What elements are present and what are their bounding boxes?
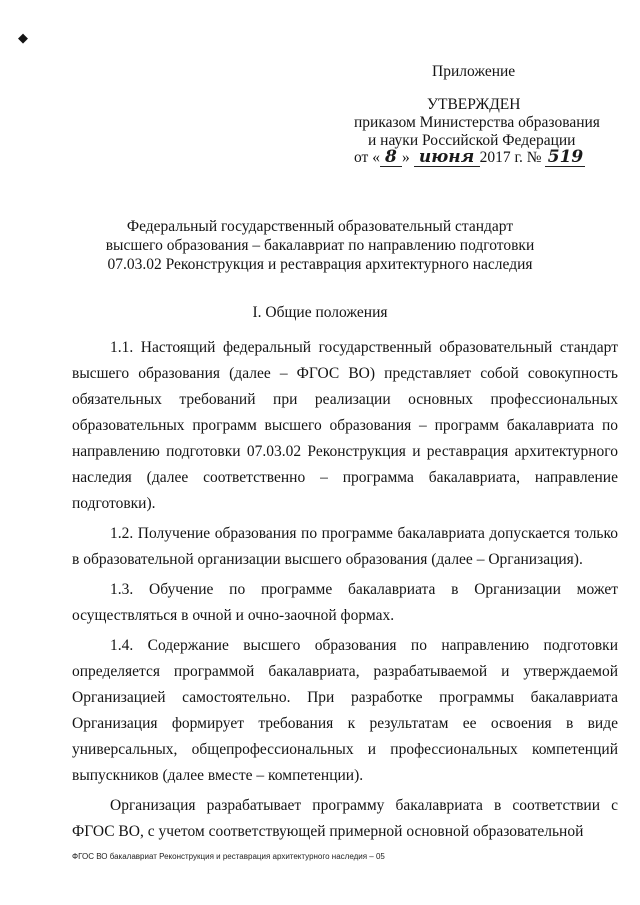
title-line-2: высшего образования – бакалавриат по направлению подготовки [105,237,535,254]
paragraph-1-3: 1.3. Обучение по программе бакалавриата в Организации может осуществляться в очной и очно-заочной формах. [72,581,618,624]
paragraph-1-4: 1.4. Содержание высшего образования по направлению подготовки определяется программой бакалавриата, разрабатываемой и утверждаемой Организацией самостоятельно. При разработке программы бакалавриата Организация формирует требования к результатам ее освоения в виде универсальных, общепрофессиональных и профессиональных компетенций выпускников (далее вместе – компетенции). [72,637,618,784]
paragraph-1-4-cont: Организация разрабатывает программу бакалавриата в соответствии с ФГОС ВО, с учетом соответствующей примерной основной образовательной [72,797,618,840]
date-year: 2017 г. № [479,149,542,166]
approved-label: УТВЕРЖДЕН [427,96,521,113]
document-title [40,217,600,274]
date-prefix: от « [354,149,380,166]
date-mid: » [401,149,410,166]
paragraph-1-1: 1.1. Настоящий федеральный государственный образовательный стандарт высшего образования (далее – ФГОС ВО) представляет собой совокупность обязательных требований при реализации основных профессиональных образовательных программ высшего образования – программ бакалавриата по направлению подготовки 07.03.02 Реконструкция и реставрация архитектурного наследия (далее соответственно – программа бакалавриата, направление подготовки). [72,339,618,512]
order-number: 519 [545,148,585,167]
title-line-1: Федеральный государственный образовательный стандарт [126,218,514,235]
date-day: 8 [380,148,402,167]
page-footer: ФГОС ВО бакалавриат Реконструкция и реставрация архитектурного наследия – 05 [72,852,385,861]
paragraph-1-2: 1.2. Получение образования по программе бакалавриата допускается только в образовательной организации высшего образования (далее – Организация). [72,525,618,568]
order-date-line [354,148,585,167]
title-line-3: 07.03.02 Реконструкция и реставрация архитектурного наследия [107,256,533,273]
appendix-label: Приложение [432,63,516,80]
corner-mark: ◆ [18,30,28,45]
section-heading: I. Общие положения [252,304,388,321]
body-text [72,335,618,849]
date-month: июня [414,148,480,167]
order-line-2: и науки Российской Федерации [368,132,576,149]
order-line-1: приказом Министерства образования [354,114,600,131]
